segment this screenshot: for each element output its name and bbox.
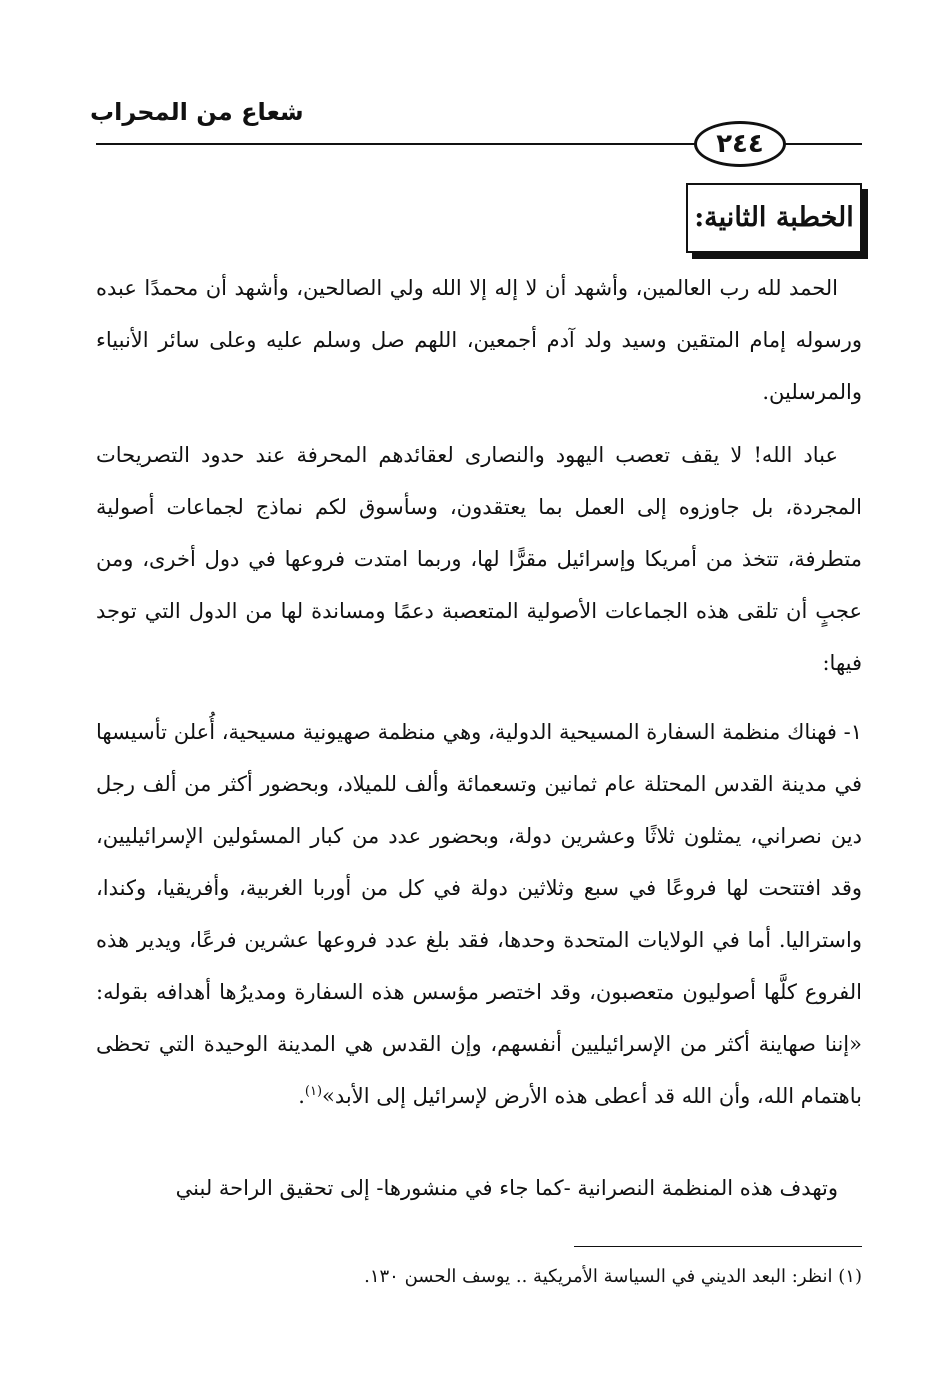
paragraph-text: وتهدف هذه المنظمة النصرانية -كما جاء في منشورها- إلى تحقيق الراحة لبني xyxy=(175,1176,838,1200)
paragraph-opening xyxy=(96,262,862,418)
footnote-rule xyxy=(574,1246,862,1247)
page-number: ٢٤٤ xyxy=(694,121,786,167)
footnote-reference[interactable]: (١) xyxy=(304,1084,323,1099)
book-title: شعاع من المحراب xyxy=(90,98,304,126)
paragraph-end: . xyxy=(298,1084,305,1108)
section-heading: الخطبة الثانية: xyxy=(686,183,862,253)
paragraph-text: ١- فهناك منظمة السفارة المسيحية الدولية، وهي منظمة صهيونية مسيحية، أُعلن تأسيسها في مدينة القدس المحتلة عام ثمانين وتسعمائة وألف للميلاد، وبحضور أكثر من ألف رجل دين نصراني، يمثلون ثلاثًا وعشرين دولة، وبحضور عدد من كبار المسئولين الإسرائيليين، وقد افتتحت لها فروعًا في سبع وثلاثين دولة في كل من أوربا الغربية، وأفريقيا، وكندا، واستراليا. أما في الولايات المتحدة وحدها، فقد بلغ عدد فروعها عشرين فرعًا، ويدير هذه الفروع كلَّها أصوليون متعصبون، وقد اختصر مؤسس هذه السفارة ومديرُها أهدافه بقوله: «إننا صهاينة أكثر من الإسرائيليين أنفسهم، وإن القدس هي المدينة الوحيدة التي تحظى باهتمام الله، وأن الله قد أعطى هذه الأرض لإسرائيل إلى الأبد» xyxy=(96,720,862,1108)
paragraph-text: عباد الله! لا يقف تعصب اليهود والنصارى لعقائدهم المحرفة عند حدود التصريحات المجردة، بل جاوزوه إلى العمل بما يعتقدون، وسأسوق لكم نماذج لجماعات أصولية متطرفة، تتخذ من أمريكا وإسرائيل مقرًّا لها، وربما امتدت فروعها في دول أخرى، ومن عجبٍ أن تلقى هذه الجماعات الأصولية المتعصبة دعمًا ومساندة لها من الدول التي توجد فيها: xyxy=(96,443,862,675)
footnote: (١) انظر: البعد الديني في السياسة الأمريكية .. يوسف الحسن ١٣٠. xyxy=(364,1266,862,1287)
paragraph-item-1 xyxy=(96,706,862,1122)
paragraph-continuation xyxy=(96,1162,862,1214)
paragraph-text: الحمد لله رب العالمين، وأشهد أن لا إله إلا الله ولي الصالحين، وأشهد أن محمدًا عبده ورسوله إمام المتقين وسيد ولد آدم أجمعين، اللهم صل وسلم عليه وعلى سائر الأنبياء والمرسلين. xyxy=(96,276,862,404)
paragraph-text-wrapper xyxy=(96,706,862,1122)
paragraph-intro xyxy=(96,429,862,689)
